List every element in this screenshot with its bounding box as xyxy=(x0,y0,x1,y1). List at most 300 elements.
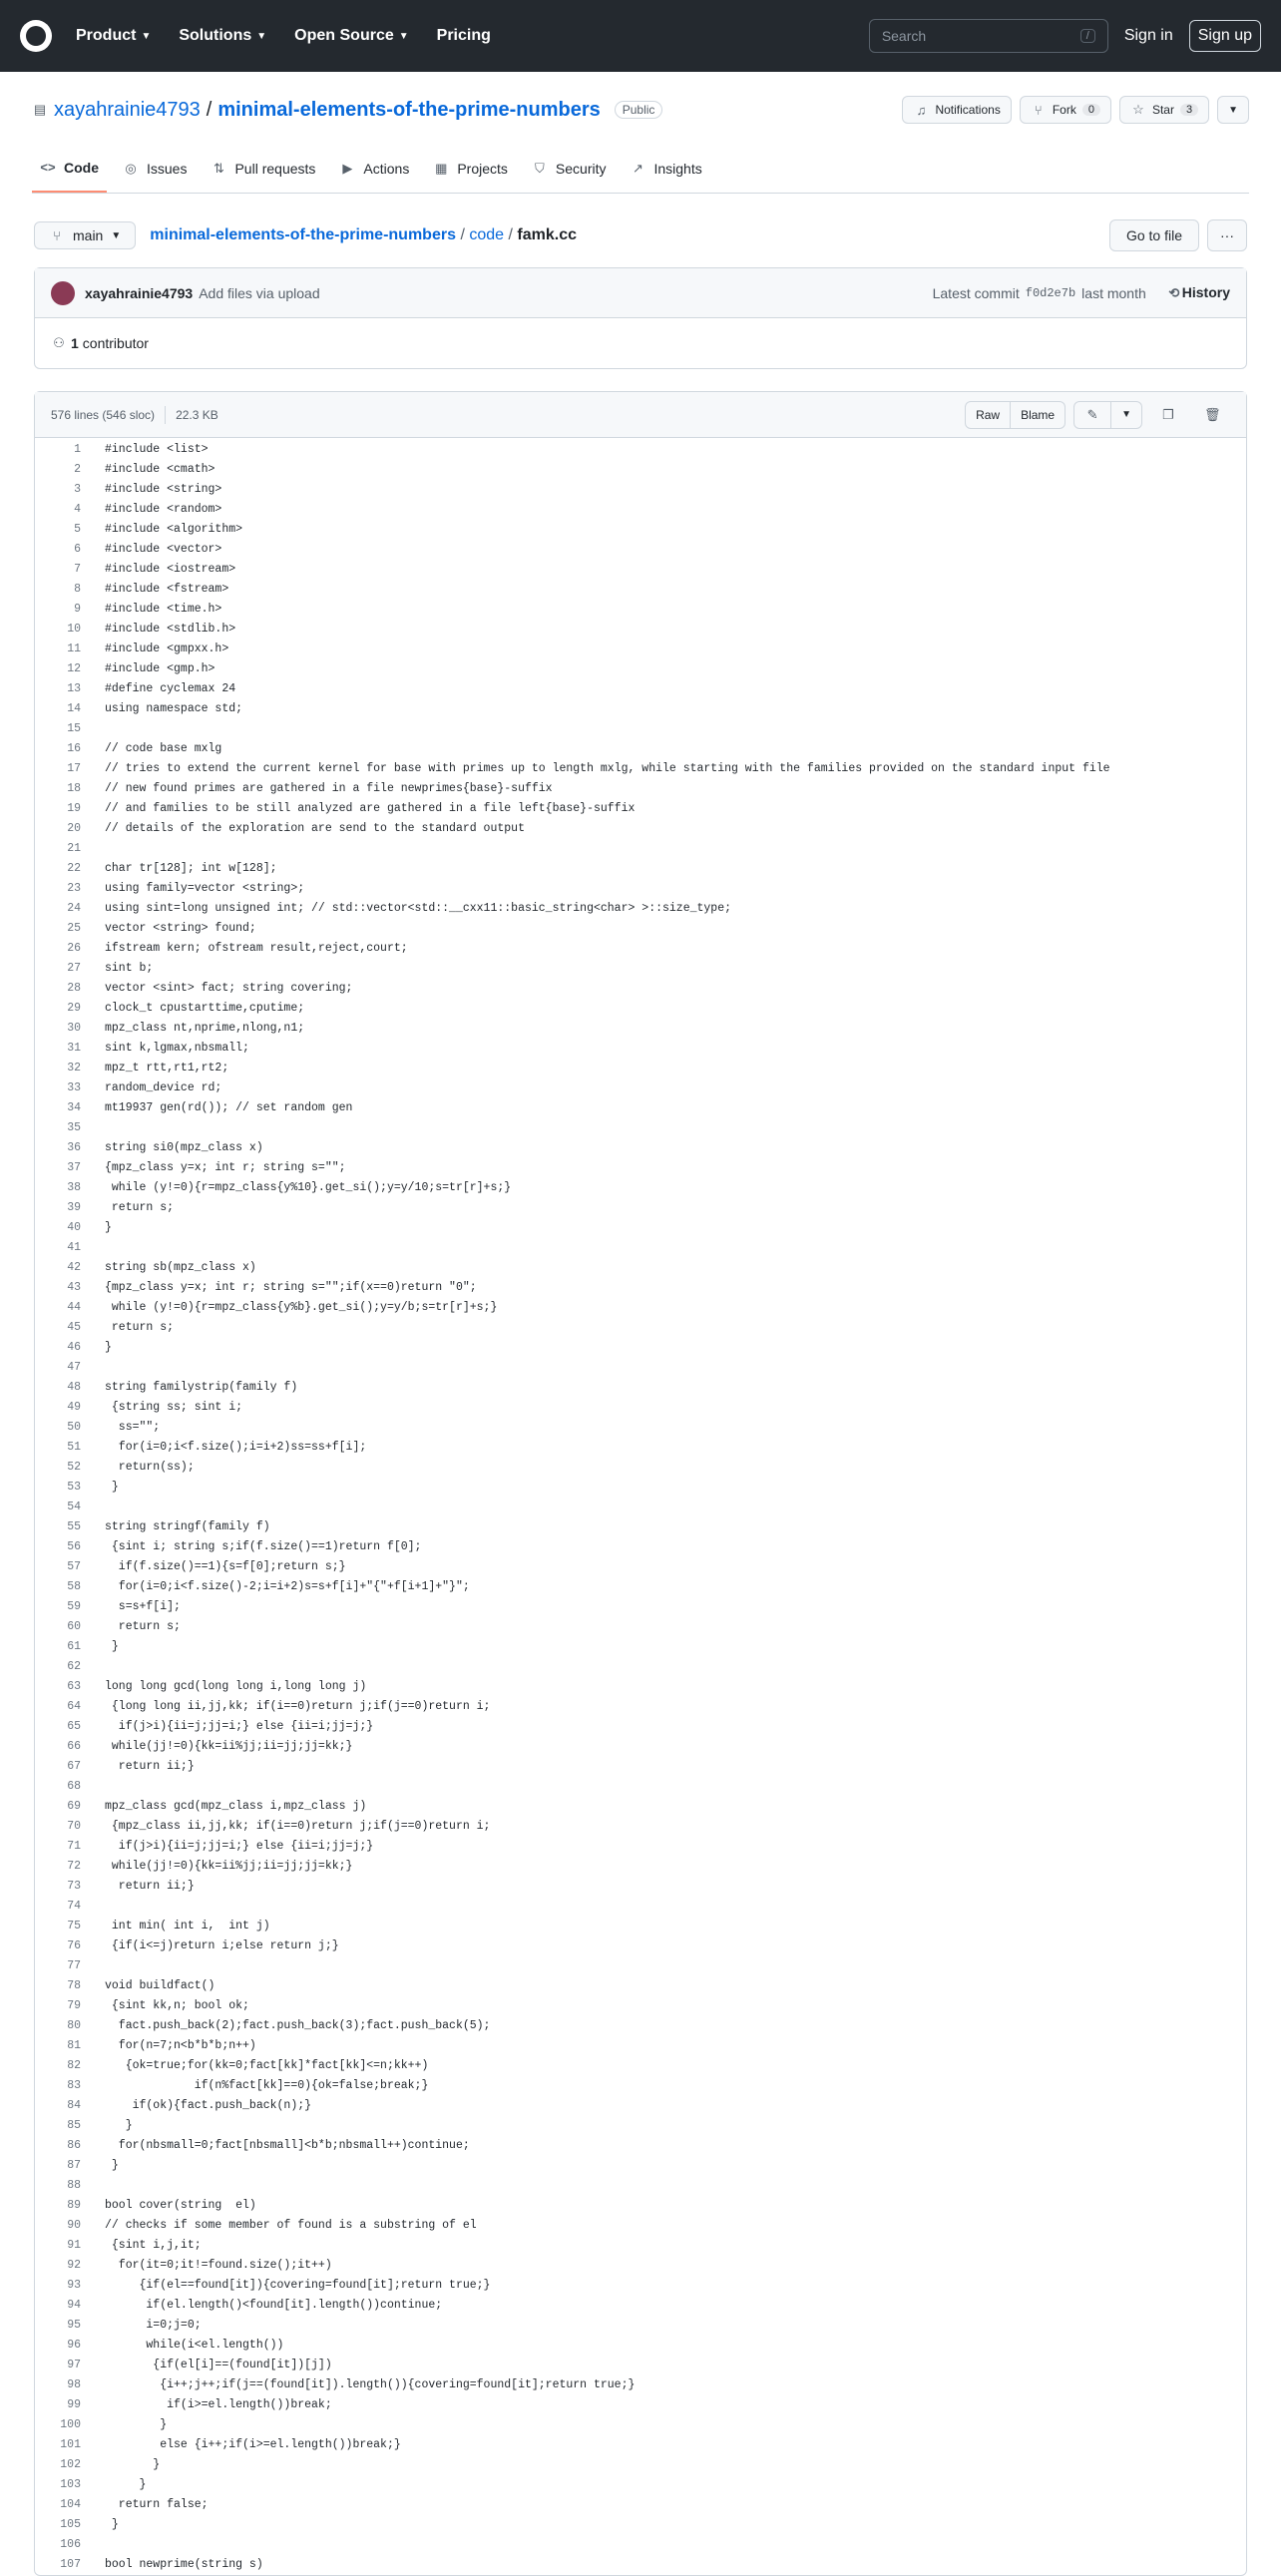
nav-product[interactable] xyxy=(76,27,151,45)
code-line xyxy=(35,1897,1246,1917)
branch-name: main xyxy=(73,227,104,243)
line-text: int min( int i, int j) xyxy=(105,1920,270,1932)
code-line xyxy=(35,879,1246,899)
code-line xyxy=(35,2336,1246,2356)
tab-issues[interactable] xyxy=(115,144,195,193)
contributors-bar[interactable] xyxy=(35,318,1246,368)
line-number[interactable]: 74 xyxy=(67,1900,81,1913)
line-number[interactable]: 31 xyxy=(67,1042,81,1055)
line-number[interactable]: 45 xyxy=(67,1321,81,1334)
line-number[interactable]: 67 xyxy=(67,1760,81,1773)
line-number[interactable]: 6 xyxy=(74,543,81,556)
code-line xyxy=(35,1458,1246,1478)
code-line xyxy=(35,520,1246,540)
line-number[interactable]: 44 xyxy=(67,1301,81,1314)
line-number[interactable]: 54 xyxy=(67,1501,81,1513)
code-line xyxy=(35,2435,1246,2455)
line-number[interactable]: 75 xyxy=(67,1920,81,1932)
line-text: sint b; xyxy=(105,962,154,975)
edit-dropdown-button[interactable] xyxy=(1111,401,1142,429)
code-line xyxy=(35,959,1246,979)
line-number[interactable]: 60 xyxy=(67,1620,81,1633)
global-header xyxy=(0,0,1281,72)
people-icon: ⚇ xyxy=(53,335,65,350)
line-text: return s; xyxy=(105,1201,175,1214)
code-line xyxy=(35,2196,1246,2216)
file-header xyxy=(35,392,1246,438)
line-number[interactable]: 55 xyxy=(67,1520,81,1533)
line-number[interactable]: 101 xyxy=(60,2438,81,2451)
line-number[interactable]: 49 xyxy=(67,1401,81,1414)
code-line xyxy=(35,2036,1246,2056)
line-number[interactable]: 47 xyxy=(67,1361,81,1374)
tab-pull-requests[interactable] xyxy=(203,144,323,193)
tab-label: Issues xyxy=(147,160,188,177)
code-line xyxy=(35,2236,1246,2256)
code-line xyxy=(35,2216,1246,2236)
line-number[interactable]: 79 xyxy=(67,1999,81,2012)
line-number[interactable]: 7 xyxy=(74,563,81,576)
code-icon: <> xyxy=(40,160,56,175)
code-line xyxy=(35,739,1246,759)
search-shortcut-key: / xyxy=(1080,29,1095,43)
line-text: if(el.length()<found[it].length())continue; xyxy=(105,2299,443,2312)
line-number[interactable]: 28 xyxy=(67,982,81,995)
line-number[interactable]: 19 xyxy=(67,802,81,815)
repo-tabs xyxy=(32,144,1249,194)
line-number[interactable]: 78 xyxy=(67,1979,81,1992)
line-text: {i++;j++;if(j==(found[it]).length()){covering=found[it];return true;} xyxy=(105,2378,636,2391)
code-line xyxy=(35,979,1246,999)
line-number[interactable]: 77 xyxy=(67,1959,81,1972)
code-line xyxy=(35,2096,1246,2116)
code-line xyxy=(35,679,1246,699)
line-number[interactable]: 9 xyxy=(74,603,81,616)
line-number[interactable]: 33 xyxy=(67,1081,81,1094)
line-text: } xyxy=(105,2418,168,2431)
line-number[interactable]: 15 xyxy=(67,722,81,735)
code-line xyxy=(35,819,1246,839)
code-body[interactable] xyxy=(35,438,1246,2575)
code-line xyxy=(35,1637,1246,1657)
line-text: #include <list> xyxy=(105,443,209,456)
copy-raw-button[interactable] xyxy=(1150,401,1186,429)
line-number[interactable]: 46 xyxy=(67,1341,81,1354)
line-text xyxy=(97,839,105,859)
code-line xyxy=(35,1278,1246,1298)
line-number[interactable]: 56 xyxy=(67,1540,81,1553)
line-number[interactable]: 29 xyxy=(67,1002,81,1015)
nav-solutions[interactable] xyxy=(179,27,266,45)
code-line xyxy=(35,1577,1246,1597)
code-line xyxy=(35,460,1246,480)
code-line xyxy=(35,1059,1246,1078)
fork-button[interactable] xyxy=(1020,96,1111,124)
search-input[interactable] xyxy=(869,19,1108,53)
delete-file-button[interactable] xyxy=(1194,401,1230,429)
code-line xyxy=(35,1797,1246,1817)
line-number[interactable]: 30 xyxy=(67,1022,81,1035)
line-number[interactable]: 10 xyxy=(67,623,81,636)
line-number[interactable]: 11 xyxy=(67,643,81,655)
code-line xyxy=(35,2136,1246,2156)
code-line xyxy=(35,659,1246,679)
code-line xyxy=(35,799,1246,819)
line-number[interactable]: 81 xyxy=(67,2039,81,2052)
code-line xyxy=(35,1737,1246,1757)
code-line xyxy=(35,779,1246,799)
line-text: } xyxy=(105,1640,119,1653)
line-text xyxy=(97,1956,105,1976)
commit-sha-link[interactable]: f0d2e7b xyxy=(1025,285,1076,300)
code-line xyxy=(35,719,1246,739)
issue-icon: ◎ xyxy=(125,160,137,176)
code-line xyxy=(35,1098,1246,1118)
chevron-down-icon: ▼ xyxy=(111,229,122,241)
line-text: #include <algorithm> xyxy=(105,523,243,536)
line-number[interactable]: 40 xyxy=(67,1221,81,1234)
repo-name-link[interactable]: minimal-elements-of-the-prime-numbers xyxy=(217,98,601,121)
line-number[interactable]: 104 xyxy=(60,2498,81,2511)
line-text: if(n%fact[kk]==0){ok=false;break;} xyxy=(105,2079,429,2092)
line-number[interactable]: 103 xyxy=(60,2478,81,2491)
code-line xyxy=(35,699,1246,719)
breadcrumb-separator: / xyxy=(460,226,465,243)
code-line xyxy=(35,1717,1246,1737)
line-number[interactable]: 25 xyxy=(67,922,81,935)
contributor-label: contributor xyxy=(82,335,149,351)
line-number[interactable]: 85 xyxy=(67,2119,81,2132)
line-number[interactable]: 95 xyxy=(67,2319,81,2332)
code-line xyxy=(35,1757,1246,1777)
more-options-button[interactable]: ··· xyxy=(1207,219,1247,251)
github-logo-icon[interactable] xyxy=(20,20,52,52)
line-text: while (y!=0){r=mpz_class{y%b}.get_si();y=y/b;s=tr[r]+s;} xyxy=(105,1301,498,1314)
latest-commit-label: Latest commit xyxy=(932,284,1020,301)
line-number[interactable]: 98 xyxy=(67,2378,81,2391)
tab-label: Actions xyxy=(363,160,410,177)
commit-message-link[interactable]: Add files via upload xyxy=(199,284,320,301)
line-number[interactable]: 48 xyxy=(67,1381,81,1394)
file-viewer xyxy=(34,391,1247,2576)
repo-title-separator: / xyxy=(206,98,213,121)
code-line xyxy=(35,1358,1246,1378)
star-dropdown-button[interactable] xyxy=(1217,96,1249,124)
nav-open-source[interactable] xyxy=(294,27,408,45)
line-number[interactable]: 68 xyxy=(67,1780,81,1793)
line-number[interactable]: 72 xyxy=(67,1860,81,1873)
tab-label: Pull requests xyxy=(234,160,316,177)
line-number[interactable]: 106 xyxy=(60,2538,81,2551)
tab-actions[interactable] xyxy=(331,144,417,193)
line-number[interactable]: 39 xyxy=(67,1201,81,1214)
line-number[interactable]: 36 xyxy=(67,1141,81,1154)
play-icon: ▶ xyxy=(342,160,353,176)
chevron-down-icon: ▼ xyxy=(256,30,267,42)
history-link[interactable] xyxy=(1166,284,1230,301)
nav-label: Pricing xyxy=(436,27,491,44)
branch-icon: ⑂ xyxy=(53,227,61,243)
line-number[interactable]: 42 xyxy=(67,1261,81,1274)
tab-security[interactable] xyxy=(524,144,615,193)
line-number[interactable]: 84 xyxy=(67,2099,81,2112)
main-content xyxy=(0,219,1281,2576)
nav-pricing[interactable] xyxy=(437,27,491,45)
line-number[interactable]: 14 xyxy=(67,702,81,715)
branch-selector[interactable] xyxy=(34,221,136,249)
line-text: {mpz_class ii,jj,kk; if(i==0)return j;if(j==0)return i; xyxy=(105,1820,491,1833)
line-text: {if(el[i]==(found[it])[j]) xyxy=(105,2359,332,2371)
code-line xyxy=(35,1857,1246,1877)
line-text: vector <string> found; xyxy=(105,922,256,935)
star-button[interactable] xyxy=(1119,96,1209,124)
line-number[interactable]: 57 xyxy=(67,1560,81,1573)
line-number[interactable]: 51 xyxy=(67,1441,81,1454)
code-line xyxy=(35,2375,1246,2395)
line-number[interactable]: 62 xyxy=(67,1660,81,1673)
code-line xyxy=(35,1338,1246,1358)
line-text: return s; xyxy=(105,1321,175,1334)
commit-author-link[interactable]: xayahrainie4793 xyxy=(85,284,194,301)
line-number[interactable]: 52 xyxy=(67,1461,81,1474)
pull-request-icon: ⇅ xyxy=(214,160,224,176)
line-text: {mpz_class y=x; int r; string s="";if(x==0)return "0"; xyxy=(105,1281,477,1294)
code-line xyxy=(35,1537,1246,1557)
breadcrumb-dir-link[interactable]: code xyxy=(469,226,505,243)
line-text: {string ss; sint i; xyxy=(105,1401,243,1414)
line-text: {sint kk,n; bool ok; xyxy=(105,1999,249,2012)
search-placeholder: Search xyxy=(881,28,927,44)
visibility-badge: Public xyxy=(615,101,663,119)
line-text: return false; xyxy=(105,2498,209,2511)
code-line xyxy=(35,640,1246,659)
sign-up-button[interactable]: Sign up xyxy=(1189,20,1261,52)
line-number[interactable]: 27 xyxy=(67,962,81,975)
bell-icon: ♫ xyxy=(916,102,927,118)
line-text: } xyxy=(105,2478,147,2491)
line-number[interactable]: 26 xyxy=(67,942,81,955)
line-number[interactable]: 58 xyxy=(67,1580,81,1593)
line-number[interactable]: 61 xyxy=(67,1640,81,1653)
sign-in-link[interactable]: Sign in xyxy=(1123,27,1173,44)
code-line xyxy=(35,1318,1246,1338)
line-number[interactable]: 93 xyxy=(67,2279,81,2292)
tab-insights[interactable] xyxy=(622,144,709,193)
file-breadcrumb-bar xyxy=(34,219,1247,251)
line-text xyxy=(97,719,105,739)
line-number[interactable]: 65 xyxy=(67,1720,81,1733)
line-number[interactable]: 32 xyxy=(67,1062,81,1074)
table-icon: ▦ xyxy=(435,160,448,176)
code-line xyxy=(35,1917,1246,1936)
line-text: } xyxy=(105,1221,112,1234)
code-line xyxy=(35,1976,1246,1996)
pencil-icon: ✎ xyxy=(1086,406,1098,422)
line-number[interactable]: 96 xyxy=(67,2339,81,2352)
line-number[interactable]: 20 xyxy=(67,822,81,835)
fork-label: Fork xyxy=(1052,103,1076,117)
line-number[interactable]: 66 xyxy=(67,1740,81,1753)
line-number[interactable]: 82 xyxy=(67,2059,81,2072)
breadcrumb-file-name: famk.cc xyxy=(517,226,577,243)
shield-icon: ⛉ xyxy=(535,160,545,176)
line-number[interactable]: 80 xyxy=(67,2019,81,2032)
notifications-button[interactable] xyxy=(902,96,1011,124)
line-number[interactable]: 90 xyxy=(67,2219,81,2232)
line-text: {if(el==found[it]){covering=found[it];return true;} xyxy=(105,2279,491,2292)
line-number[interactable]: 2 xyxy=(74,463,81,476)
code-line xyxy=(35,2415,1246,2435)
line-number[interactable]: 23 xyxy=(67,882,81,895)
line-number[interactable]: 76 xyxy=(67,1939,81,1952)
line-number[interactable]: 59 xyxy=(67,1600,81,1613)
code-line xyxy=(35,859,1246,879)
blame-button[interactable]: Blame xyxy=(1011,401,1066,429)
line-number[interactable]: 12 xyxy=(67,662,81,675)
code-line xyxy=(35,1138,1246,1158)
line-text: } xyxy=(105,2518,119,2531)
line-number[interactable]: 91 xyxy=(67,2239,81,2252)
code-line xyxy=(35,2395,1246,2415)
code-line xyxy=(35,2475,1246,2495)
line-number[interactable]: 18 xyxy=(67,782,81,795)
line-text: #include <iostream> xyxy=(105,563,236,576)
line-text: // code base mxlg xyxy=(105,742,222,755)
line-text: // and families to be still analyzed are gathered in a file left{base}-suffix xyxy=(105,802,636,815)
line-number[interactable]: 37 xyxy=(67,1161,81,1174)
line-number[interactable]: 97 xyxy=(67,2359,81,2371)
line-number[interactable]: 105 xyxy=(60,2518,81,2531)
line-number[interactable]: 70 xyxy=(67,1820,81,1833)
line-text: return s; xyxy=(105,1620,181,1633)
line-text: #include <random> xyxy=(105,503,222,516)
line-text: long long gcd(long long i,long long j) xyxy=(105,1680,367,1693)
code-line xyxy=(35,600,1246,620)
edit-file-button[interactable] xyxy=(1073,401,1111,429)
line-number[interactable]: 16 xyxy=(67,742,81,755)
line-text: #include <fstream> xyxy=(105,583,229,596)
line-text: if(i>=el.length())break; xyxy=(105,2398,332,2411)
breadcrumb xyxy=(150,226,577,244)
line-number[interactable]: 34 xyxy=(67,1101,81,1114)
star-icon: ☆ xyxy=(1132,102,1144,117)
code-line xyxy=(35,839,1246,859)
line-number[interactable]: 73 xyxy=(67,1880,81,1893)
line-number[interactable]: 53 xyxy=(67,1481,81,1494)
line-text: {mpz_class y=x; int r; string s=""; xyxy=(105,1161,346,1174)
line-number[interactable]: 94 xyxy=(67,2299,81,2312)
line-text xyxy=(97,1657,105,1677)
line-text xyxy=(97,1358,105,1378)
repo-header xyxy=(0,72,1281,194)
code-line xyxy=(35,1777,1246,1797)
line-text: string sb(mpz_class x) xyxy=(105,1261,256,1274)
line-number[interactable]: 35 xyxy=(67,1121,81,1134)
fork-count: 0 xyxy=(1082,104,1100,116)
line-text: {sint i,j,it; xyxy=(105,2239,202,2252)
line-number[interactable]: 24 xyxy=(67,902,81,915)
line-number[interactable]: 64 xyxy=(67,1700,81,1713)
notifications-label: Notifications xyxy=(935,103,1001,117)
line-text: bool newprime(string s) xyxy=(105,2558,263,2571)
line-text: while(jj!=0){kk=ii%jj;ii=jj;jj=kk;} xyxy=(105,1740,353,1753)
repo-owner-link[interactable]: xayahrainie4793 xyxy=(54,98,201,121)
line-text: #include <gmpxx.h> xyxy=(105,643,229,655)
line-number[interactable]: 43 xyxy=(67,1281,81,1294)
line-number[interactable]: 1 xyxy=(74,443,81,456)
code-line xyxy=(35,1178,1246,1198)
avatar[interactable] xyxy=(51,281,75,305)
line-text: for(i=0;i<f.size()-2;i=i+2)s=s+f[i]+"{"+f[i+1]+"}"; xyxy=(105,1580,470,1593)
line-text: mt19937 gen(rd()); // set random gen xyxy=(105,1101,353,1114)
line-number[interactable]: 21 xyxy=(67,842,81,855)
line-number[interactable]: 86 xyxy=(67,2139,81,2152)
line-number[interactable]: 83 xyxy=(67,2079,81,2092)
line-text: using family=vector <string>; xyxy=(105,882,305,895)
line-number[interactable]: 17 xyxy=(67,762,81,775)
go-to-file-button[interactable]: Go to file xyxy=(1109,219,1199,251)
line-text: #include <cmath> xyxy=(105,463,215,476)
code-line xyxy=(35,1677,1246,1697)
line-number[interactable]: 4 xyxy=(74,503,81,516)
line-number[interactable]: 41 xyxy=(67,1241,81,1254)
line-text: #include <vector> xyxy=(105,543,222,556)
line-number[interactable]: 87 xyxy=(67,2159,81,2172)
code-line xyxy=(35,2356,1246,2375)
line-number[interactable]: 69 xyxy=(67,1800,81,1813)
history-label: History xyxy=(1181,284,1230,300)
line-text: mpz_class gcd(mpz_class i,mpz_class j) xyxy=(105,1800,367,1813)
line-number[interactable]: 92 xyxy=(67,2259,81,2272)
line-number[interactable]: 5 xyxy=(74,523,81,536)
line-number[interactable]: 102 xyxy=(60,2458,81,2471)
line-text: // new found primes are gathered in a file newprimes{base}-suffix xyxy=(105,782,553,795)
line-number[interactable]: 88 xyxy=(67,2179,81,2192)
nav-label: Solutions xyxy=(179,27,252,44)
code-line xyxy=(35,2535,1246,2555)
line-number[interactable]: 50 xyxy=(67,1421,81,1434)
tab-projects[interactable] xyxy=(425,144,516,193)
line-text: vector <sint> fact; string covering; xyxy=(105,982,353,995)
copy-icon: ❐ xyxy=(1162,406,1174,422)
breadcrumb-repo-link[interactable]: minimal-elements-of-the-prime-numbers xyxy=(150,226,456,243)
line-text: else {i++;if(i>=el.length())break;} xyxy=(105,2438,401,2451)
line-number[interactable]: 107 xyxy=(60,2558,81,2571)
chevron-down-icon: ▼ xyxy=(1121,409,1131,420)
line-text: return(ss); xyxy=(105,1461,195,1474)
line-number[interactable]: 71 xyxy=(67,1840,81,1853)
line-number[interactable]: 63 xyxy=(67,1680,81,1693)
tab-code[interactable] xyxy=(32,144,107,193)
code-line xyxy=(35,2056,1246,2076)
code-line xyxy=(35,899,1246,919)
line-text: char tr[128]; int w[128]; xyxy=(105,862,277,875)
line-text xyxy=(97,1238,105,1258)
line-number[interactable]: 100 xyxy=(60,2418,81,2431)
line-text: using sint=long unsigned int; // std::vector<std::__cxx11::basic_string<char> >::size_type; xyxy=(105,902,732,915)
line-number[interactable]: 8 xyxy=(74,583,81,596)
raw-button[interactable]: Raw xyxy=(965,401,1011,429)
line-number[interactable]: 38 xyxy=(67,1181,81,1194)
line-text: #include <stdlib.h> xyxy=(105,623,236,636)
line-text xyxy=(97,2176,105,2196)
line-number[interactable]: 99 xyxy=(67,2398,81,2411)
line-number[interactable]: 22 xyxy=(67,862,81,875)
line-number[interactable]: 13 xyxy=(67,682,81,695)
line-number[interactable]: 3 xyxy=(74,483,81,496)
line-text: ifstream kern; ofstream result,reject,court; xyxy=(105,942,408,955)
line-number[interactable]: 89 xyxy=(67,2199,81,2212)
